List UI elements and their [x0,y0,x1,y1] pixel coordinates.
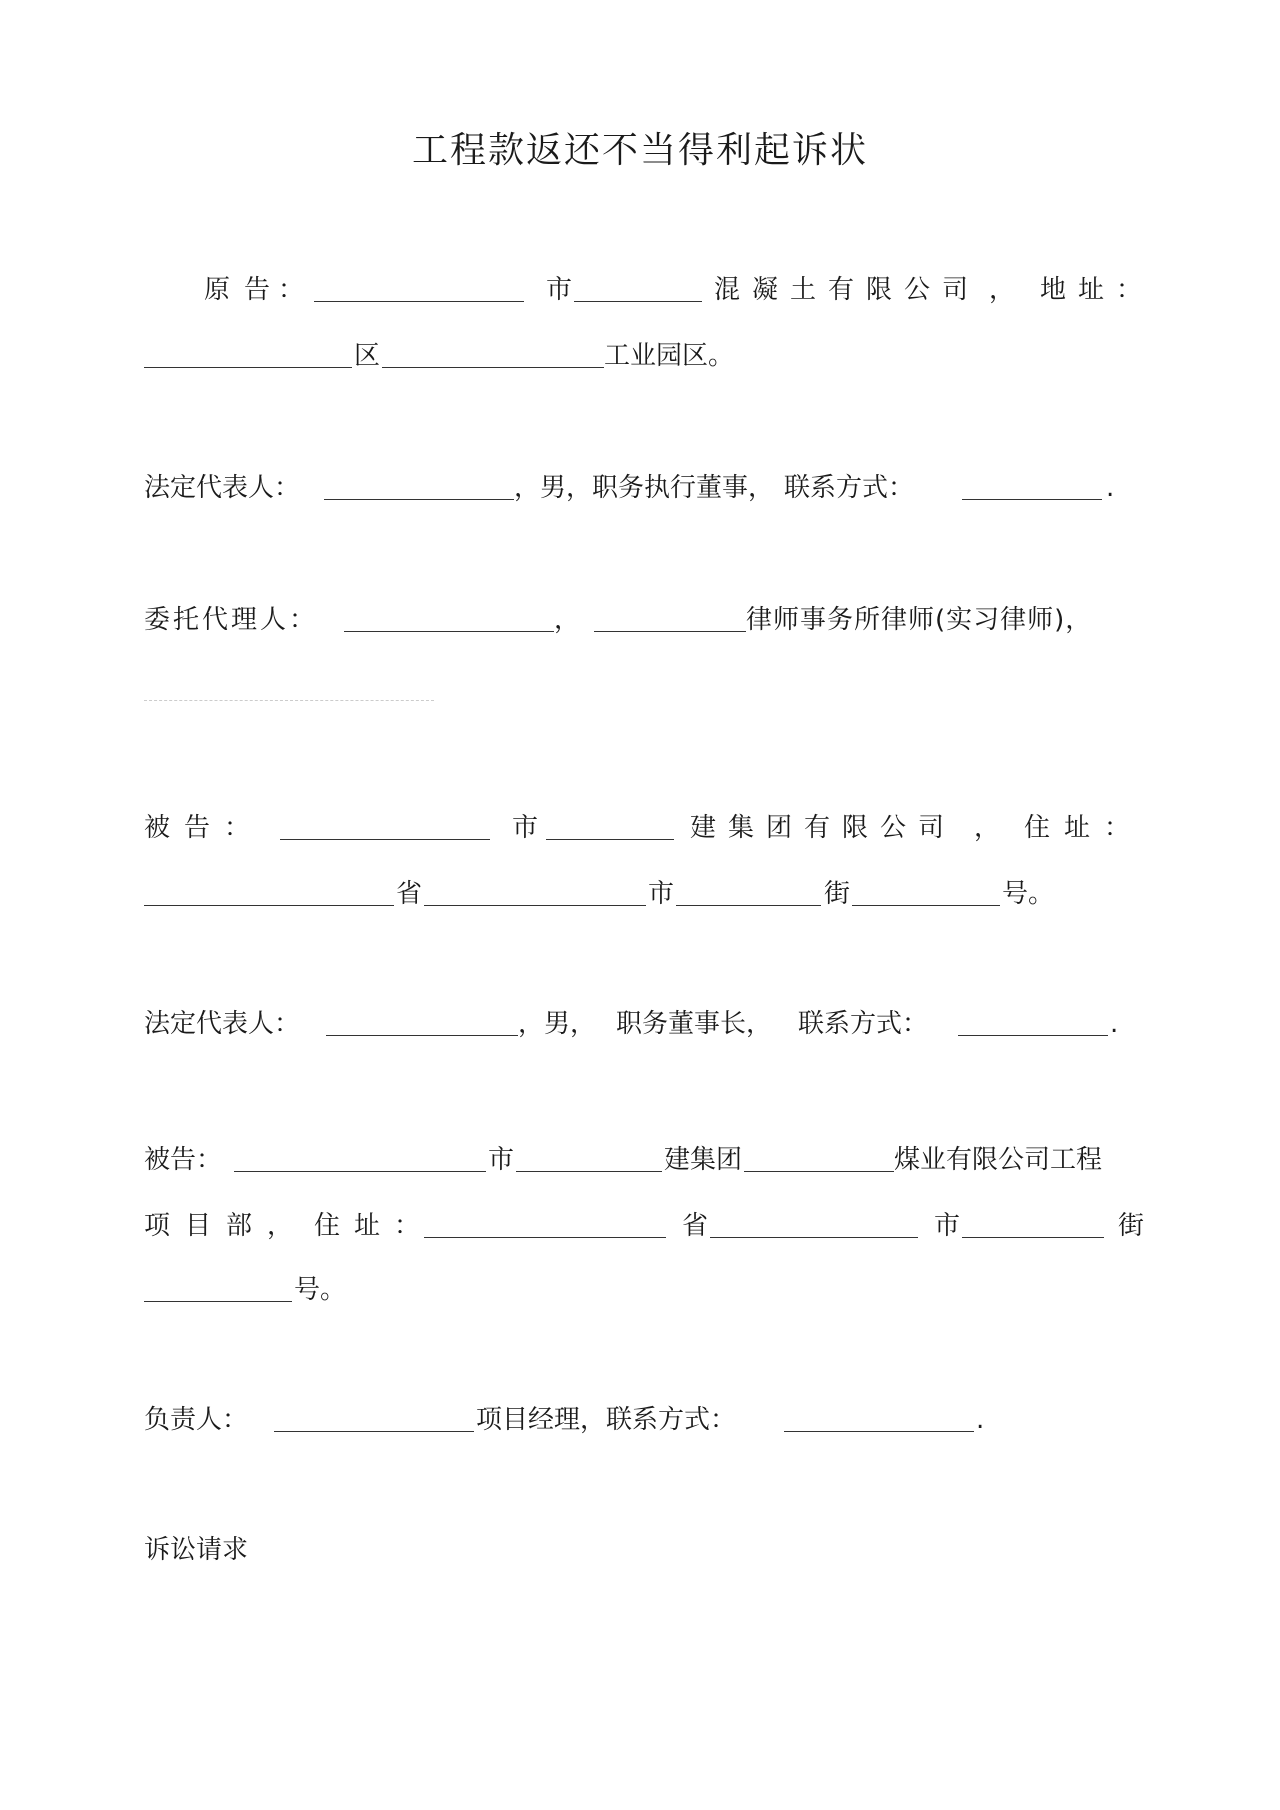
agent-line [144,600,1144,640]
defendant1-rep-title: 职务董事长， [616,1009,773,1039]
defendant2-number-text: 号。 [294,1275,347,1305]
defendant2-street-text: 街 [1118,1211,1145,1241]
blank-defendant2-city[interactable] [234,1171,486,1172]
defendant1-line-2 [144,874,1144,914]
responsible-label: 负责人： [144,1405,249,1435]
defendant2-city-text: 市 [488,1145,515,1175]
defendant1-line-1 [144,808,1144,848]
blank-plaintiff-rep-contact[interactable] [962,499,1102,500]
responsible-end: . [976,1405,985,1435]
agent-comma: ， [554,605,581,635]
defendant2-province-text: 省 [682,1211,709,1241]
blank-plaintiff-rep-name[interactable] [324,499,514,500]
claims-heading: 诉讼请求 [144,1535,249,1565]
blank-defendant1-street[interactable] [676,905,821,906]
defendant1-rep-line [144,1004,1144,1044]
blank-plaintiff-region[interactable] [144,367,352,368]
plaintiff-label-char-2: 告 [244,275,271,305]
blank-responsible-contact[interactable] [784,1431,974,1432]
blank-defendant1-city2[interactable] [424,905,646,906]
plaintiff-label-colon: ： [278,275,305,305]
blank-defendant1-rep-name[interactable] [326,1035,518,1036]
blank-defendant1-province[interactable] [144,905,394,906]
agent-dotted-line [144,700,434,701]
defendant2-line-1 [144,1140,1144,1180]
responsible-role-text: 项目经理，联系方式： [476,1405,737,1435]
defendant1-province-text: 省 [396,879,423,909]
plaintiff-label-char-1: 原 [204,275,231,305]
defendant1-residence-label: 住址： [1024,813,1145,843]
defendant2-line-3 [144,1270,1144,1310]
defendant1-label-char-2: 告 [184,813,211,843]
blank-agent-firm[interactable] [594,631,746,632]
blank-defendant2-province[interactable] [424,1237,666,1238]
document-title: 工程款返还不当得利起诉状 [411,130,868,171]
blank-defendant1-city[interactable] [280,839,490,840]
plaintiff-rep-line [144,468,1144,508]
defendant1-rep-label: 法定代表人： [144,1009,301,1039]
defendant1-city-text: 市 [512,813,539,843]
claims-heading-line [144,1530,1144,1570]
plaintiff-park-text: 工业园区。 [604,341,735,371]
blank-defendant2-number[interactable] [144,1301,292,1302]
responsible-line [144,1400,1144,1440]
plaintiff-company-text: 混凝土有限公司 [714,275,981,305]
defendant1-rep-gender: ，男， [518,1009,597,1039]
plaintiff-rep-label: 法定代表人： [144,473,301,503]
plaintiff-address-label: 地址： [1040,275,1155,305]
defendant1-comma: ， [974,813,1001,843]
agent-firm-text: 律师事务所律师(实习律师)， [746,605,1093,635]
plaintiff-rep-contact-label: 联系方式： [784,473,915,503]
defendant1-label-char-1: 被 [144,813,171,843]
defendant1-label-colon: ： [224,813,251,843]
plaintiff-rep-gender-title: ，男，职务执行董事， [514,473,775,503]
plaintiff-district-text: 区 [354,341,381,371]
defendant2-residence-label: 住址： [314,1211,435,1241]
plaintiff-line-2 [144,336,1144,376]
blank-defendant2-city2[interactable] [710,1237,918,1238]
defendant1-number-text: 号。 [1002,879,1055,909]
agent-label: 委托代理人： [144,605,319,635]
plaintiff-line-1 [144,270,1155,310]
plaintiff-city-text: 市 [546,275,573,305]
blank-plaintiff-district[interactable] [382,367,604,368]
blank-plaintiff-name[interactable] [574,301,702,302]
blank-responsible-name[interactable] [274,1431,474,1432]
defendant2-line-2 [144,1206,1144,1246]
defendant1-company-text: 建集团有限公司 [690,813,957,843]
blank-defendant1-number[interactable] [852,905,1000,906]
defendant2-group-text: 建集团 [664,1145,743,1175]
defendant1-city2-text: 市 [648,879,675,909]
blank-defendant2-street[interactable] [962,1237,1104,1238]
defendant2-label: 被告： [144,1145,223,1175]
blank-agent-name[interactable] [344,631,554,632]
blank-defendant1-rep-contact[interactable] [958,1035,1108,1036]
blank-defendant2-group[interactable] [744,1171,894,1172]
blank-defendant2-name[interactable] [516,1171,662,1172]
defendant2-city2-text: 市 [934,1211,961,1241]
defendant1-rep-contact-label: 联系方式： [798,1009,929,1039]
plaintiff-rep-end: . [1106,473,1115,503]
blank-defendant1-name[interactable] [546,839,674,840]
defendant1-street-text: 街 [824,879,851,909]
defendant2-company-text: 煤业有限公司工程 [894,1145,1103,1175]
plaintiff-comma: ， [989,275,1016,305]
defendant2-dept-text: 项目部， [144,1211,309,1241]
blank-plaintiff-city[interactable] [314,301,524,302]
defendant1-rep-end: . [1110,1009,1119,1039]
